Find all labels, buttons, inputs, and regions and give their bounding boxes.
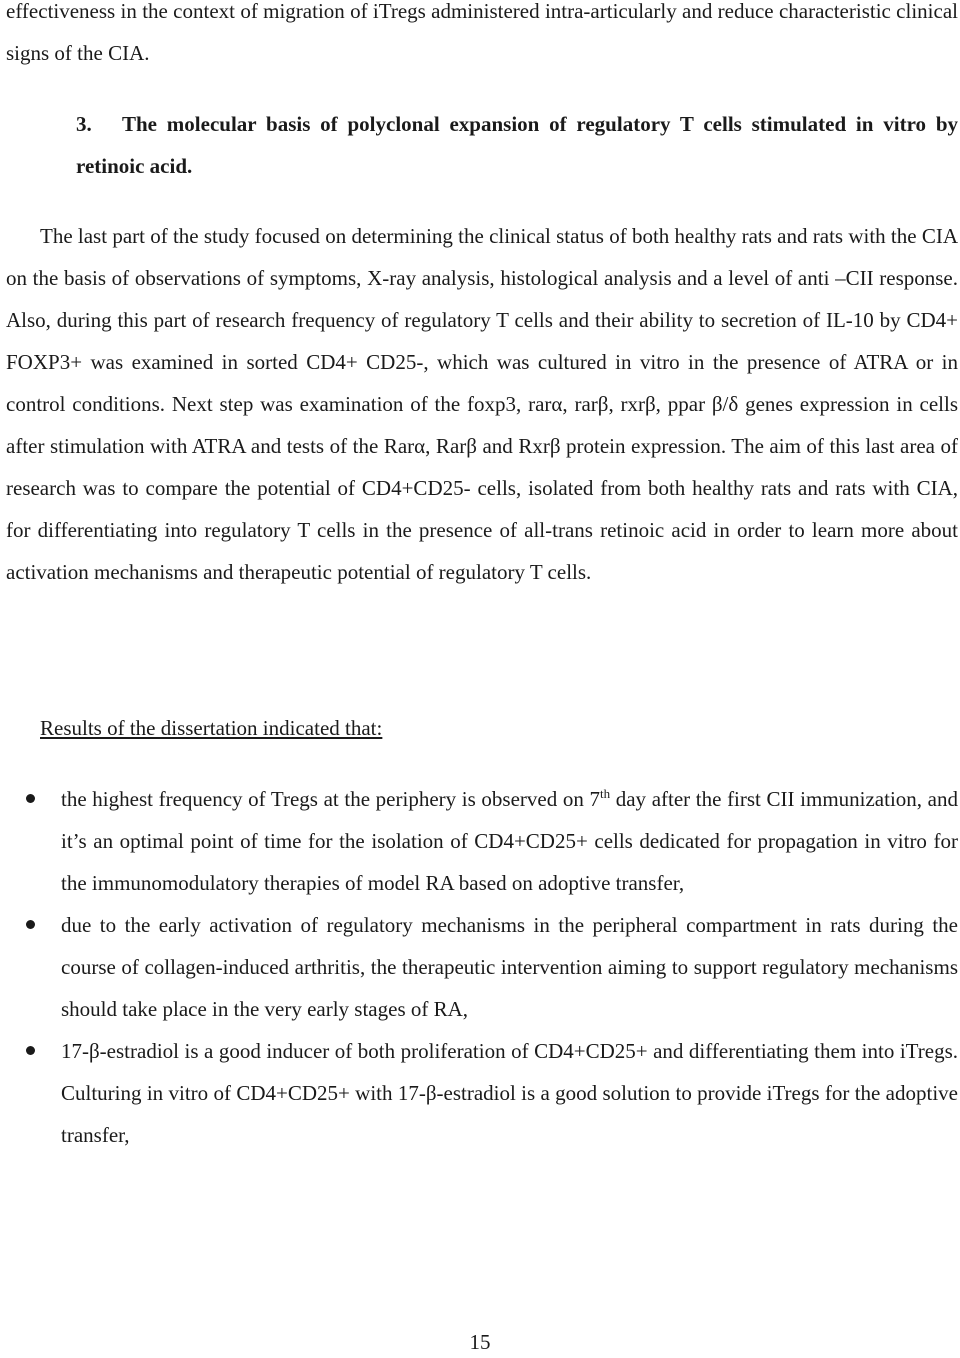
bullet-text-part: day after the first CII immunization, and it’s an optimal point of time for the isolation of CD4+CD25+ cells dedicated for propagation in vitro for the immunomodulatory therapies of model RA based on adoptive transfer,: [61, 787, 958, 895]
list-item: [0, 778, 960, 904]
section-title: The molecular basis of polyclonal expansion of regulatory T cells stimulated in vitro by retinoic acid.: [76, 112, 958, 178]
section-number: 3.: [76, 112, 92, 136]
bullet-text-part: the highest frequency of Tregs at the periphery is observed on 7: [61, 787, 600, 811]
intro-paragraph: effectiveness in the context of migration of iTregs administered intra-articularly and reduce characteristic clinical signs of the CIA.: [6, 0, 958, 65]
bullet-text: 17-β-estradiol is a good inducer of both proliferation of CD4+CD25+ and differentiating them into iTregs. Culturing in vitro of CD4+CD25+ with 17-β-estradiol is a good solution to provide iTregs for the adoptive transfer,: [61, 1039, 958, 1147]
bullet-icon: [26, 1046, 35, 1055]
list-item: [0, 1030, 960, 1156]
main-paragraph: The last part of the study focused on determining the clinical status of both healthy rats and rats with the CIA on the basis of observations of symptoms, X-ray analysis, histological analysis and a level of anti –CII response. Also, during this part of research frequency of regulatory T cells and their ability to secretion of IL-10 by CD4+ FOXP3+ was examined in sorted CD4+ CD25-, which was cultured in vitro in the presence of ATRA or in control conditions. Next step was examination of the foxp3, rarα, rarβ, rxrβ, ppar β/δ genes expression in cells after stimulation with ATRA and tests of the Rarα, Rarβ and Rxrβ protein expression. The aim of this last area of research was to compare the potential of CD4+CD25- cells, isolated from both healthy rats and rats with CIA, for differentiating into regulatory T cells in the presence of all-trans retinoic acid in order to learn more about activation mechanisms and therapeutic potential of regulatory T cells.: [6, 224, 958, 584]
results-heading: Results of the dissertation indicated that:: [40, 716, 383, 740]
list-item: [0, 904, 960, 1030]
results-list: [0, 778, 960, 1156]
superscript: th: [599, 786, 611, 801]
bullet-text: due to the early activation of regulatory mechanisms in the peripheral compartment in rats during the course of collagen-induced arthritis, the therapeutic intervention aiming to support regulatory mechanisms should take place in the very early stages of RA,: [61, 913, 958, 1021]
section-heading: [76, 103, 958, 187]
bullet-icon: [26, 920, 35, 929]
bullet-icon: [26, 794, 35, 803]
page-number: 15: [469, 1330, 491, 1354]
